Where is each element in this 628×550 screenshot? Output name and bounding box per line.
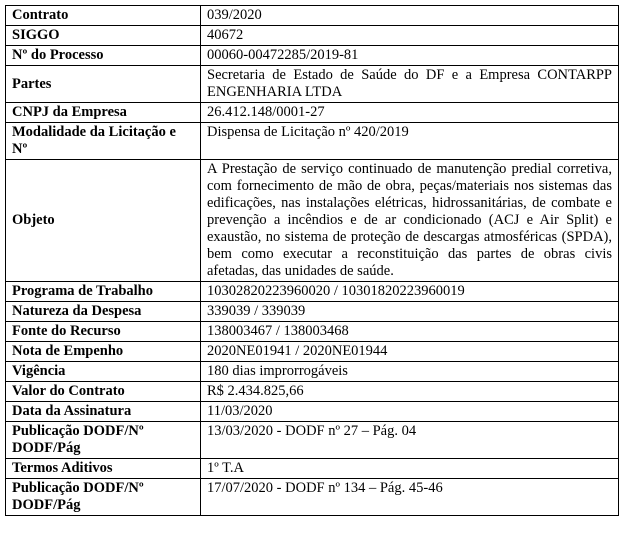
row-label: Nota de Empenho bbox=[6, 342, 201, 362]
row-value: A Prestação de serviço continuado de manutenção predial corretiva, com fornecimento de mão de obra, peças/materiais nos sistemas das edificações, nas instalações elétricas, hidrossanitárias, de combate e prevenção a incêndios e de ar condicionado (ACJ e Air Split) e exaustão, no sistema de proteção de descargas atmosféricas (SPDA), bem como executar a reconstituição das partes de obras civis afetadas, das unidades de saúde. bbox=[201, 160, 619, 282]
row-label: SIGGO bbox=[6, 26, 201, 46]
table-row bbox=[6, 46, 619, 66]
row-label: Data da Assinatura bbox=[6, 402, 201, 422]
row-value: 339039 / 339039 bbox=[201, 302, 619, 322]
row-label: Objeto bbox=[6, 160, 201, 282]
row-label: Vigência bbox=[6, 362, 201, 382]
row-value: 039/2020 bbox=[201, 6, 619, 26]
row-label: Publicação DODF/Nº DODF/Pág bbox=[6, 422, 201, 459]
table-row bbox=[6, 322, 619, 342]
table-row bbox=[6, 66, 619, 103]
table-row bbox=[6, 479, 619, 516]
row-value: 17/07/2020 - DODF nº 134 – Pág. 45-46 bbox=[201, 479, 619, 516]
row-value: Secretaria de Estado de Saúde do DF e a Empresa CONTARPP ENGENHARIA LTDA bbox=[201, 66, 619, 103]
table-row bbox=[6, 26, 619, 46]
row-label: Publicação DODF/Nº DODF/Pág bbox=[6, 479, 201, 516]
table-row bbox=[6, 342, 619, 362]
row-value: 13/03/2020 - DODF nº 27 – Pág. 04 bbox=[201, 422, 619, 459]
row-label: Partes bbox=[6, 66, 201, 103]
table-row bbox=[6, 6, 619, 26]
row-value: 40672 bbox=[201, 26, 619, 46]
row-label: Nº do Processo bbox=[6, 46, 201, 66]
table-row bbox=[6, 103, 619, 123]
row-value: 180 dias improrrogáveis bbox=[201, 362, 619, 382]
table-row bbox=[6, 282, 619, 302]
row-value: 2020NE01941 / 2020NE01944 bbox=[201, 342, 619, 362]
row-value: 26.412.148/0001-27 bbox=[201, 103, 619, 123]
table-row bbox=[6, 302, 619, 322]
row-label: CNPJ da Empresa bbox=[6, 103, 201, 123]
row-value: 10302820223960020 / 10301820223960019 bbox=[201, 282, 619, 302]
row-value: 11/03/2020 bbox=[201, 402, 619, 422]
table-row bbox=[6, 362, 619, 382]
row-label: Contrato bbox=[6, 6, 201, 26]
row-label: Modalidade da Licitação e Nº bbox=[6, 123, 201, 160]
row-value: Dispensa de Licitação nº 420/2019 bbox=[201, 123, 619, 160]
row-value: R$ 2.434.825,66 bbox=[201, 382, 619, 402]
table-row bbox=[6, 123, 619, 160]
row-label: Termos Aditivos bbox=[6, 459, 201, 479]
row-value: 138003467 / 138003468 bbox=[201, 322, 619, 342]
row-value: 1º T.A bbox=[201, 459, 619, 479]
table-row bbox=[6, 459, 619, 479]
table-row bbox=[6, 422, 619, 459]
row-value: 00060-00472285/2019-81 bbox=[201, 46, 619, 66]
contract-summary-table bbox=[5, 5, 619, 516]
table-row bbox=[6, 402, 619, 422]
table-row bbox=[6, 160, 619, 282]
row-label: Fonte do Recurso bbox=[6, 322, 201, 342]
row-label: Programa de Trabalho bbox=[6, 282, 201, 302]
table-row bbox=[6, 382, 619, 402]
row-label: Valor do Contrato bbox=[6, 382, 201, 402]
row-label: Natureza da Despesa bbox=[6, 302, 201, 322]
